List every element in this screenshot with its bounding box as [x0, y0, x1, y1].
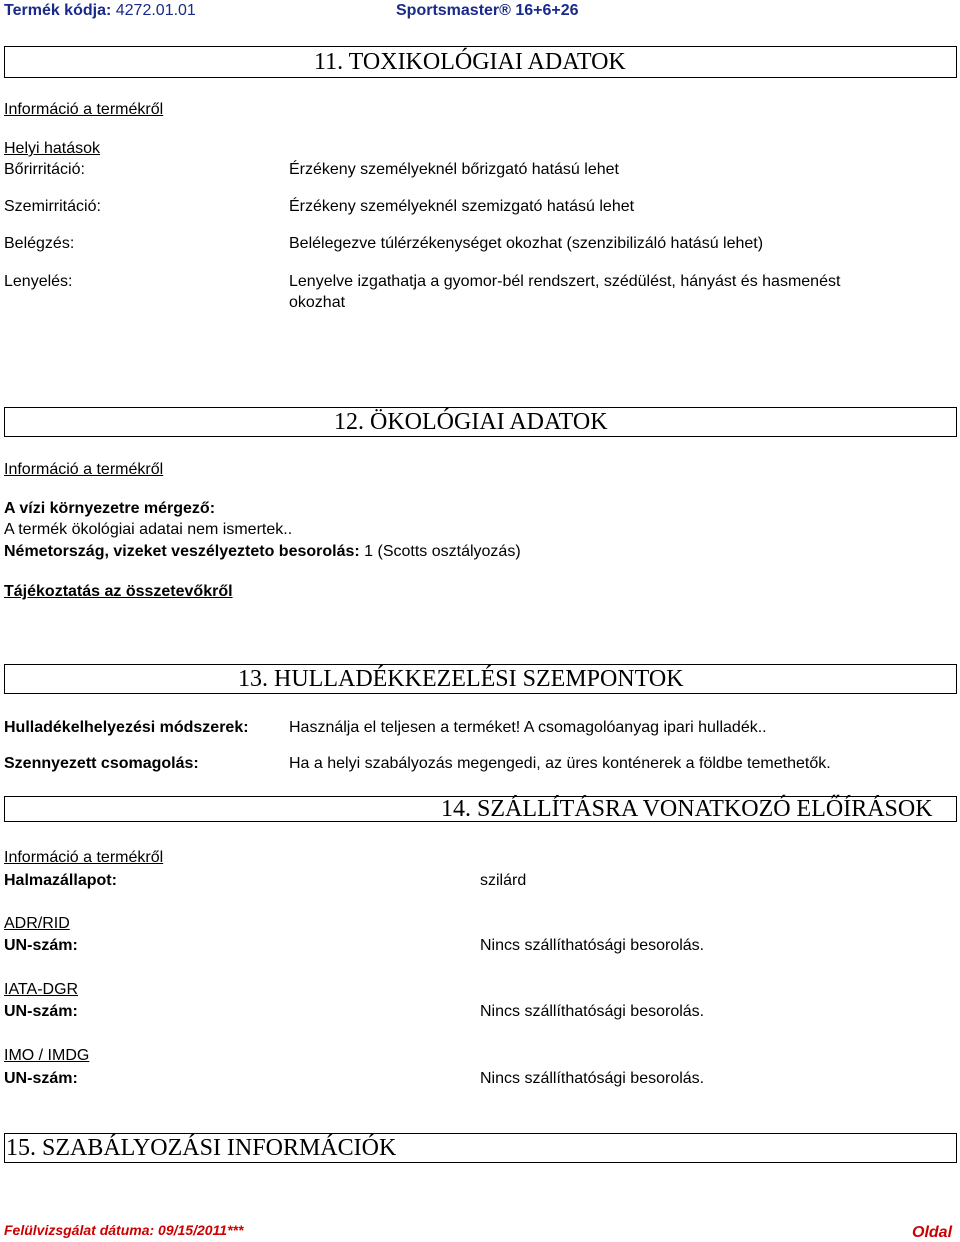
product-name: Sportsmaster® 16+6+26	[396, 2, 579, 19]
s13-disposal-value: Használja el teljesen a terméket! A csomagolóanyag ipari hulladék..	[289, 719, 767, 736]
s14-iata-un-label: UN-szám:	[4, 1003, 78, 1020]
footer-page-label: Oldal	[912, 1224, 953, 1241]
s11-inhalation-value: Belélegezve túlérzékenységet okozhat (szenzibilizáló hatású lehet)	[289, 235, 764, 252]
section-14-title: 14. SZÁLLÍTÁSRA VONATKOZÓ ELŐÍRÁSOK	[441, 796, 933, 822]
s11-local-effects: Helyi hatások	[4, 140, 101, 157]
s14-imo-un-label: UN-szám:	[4, 1070, 78, 1087]
s14-product-info: Információ a termékről	[4, 849, 164, 866]
s11-skin-label: Bőrirritáció:	[4, 161, 85, 178]
product-code-label: Termék kódja:	[4, 2, 112, 19]
s11-eye-value: Érzékeny személyeknél szemizgató hatású lehet	[289, 198, 635, 215]
s12-germany-value: 1 (Scotts osztályozás)	[364, 543, 521, 560]
s14-imo-un-value: Nincs szállíthatósági besorolás.	[480, 1070, 705, 1087]
s12-aquatic-label: A vízi környezetre mérgező:	[4, 500, 216, 517]
section-12-title: 12. ÖKOLÓGIAI ADATOK	[334, 409, 608, 435]
s11-eye-label: Szemirritáció:	[4, 198, 101, 215]
s13-disposal-label: Hulladékelhelyezési módszerek:	[4, 719, 249, 736]
section-13-title: 13. HULLADÉKKEZELÉSI SZEMPONTOK	[238, 666, 684, 692]
section-15-title: 15. SZABÁLYOZÁSI INFORMÁCIÓK	[6, 1135, 397, 1161]
s14-iata-un-value: Nincs szállíthatósági besorolás.	[480, 1003, 705, 1020]
s11-ingestion-label: Lenyelés:	[4, 273, 73, 290]
s12-germany-label: Németország, vizeket veszélyezteto besorolás:	[4, 543, 360, 560]
s12-product-info: Információ a termékről	[4, 461, 164, 478]
s14-adr-un-value: Nincs szállíthatósági besorolás.	[480, 937, 705, 954]
product-code: 4272.01.01	[115, 2, 196, 19]
s12-germany-line	[4, 543, 521, 561]
s13-packaging-label: Szennyezett csomagolás:	[4, 755, 199, 772]
s11-inhalation-label: Belégzés:	[4, 235, 75, 252]
s14-state-label: Halmazállapot:	[4, 872, 117, 889]
s14-iata-heading: IATA-DGR	[4, 981, 79, 998]
s14-adr-heading: ADR/RID	[4, 915, 70, 932]
s11-skin-value: Érzékeny személyeknél bőrizgató hatású lehet	[289, 161, 619, 178]
s14-adr-un-label: UN-szám:	[4, 937, 78, 954]
footer-revision-date: Felülvizsgálat dátuma: 09/15/2011***	[4, 1222, 244, 1238]
s11-ingestion-value: Lenyelve izgathatja a gyomor-bél rendszert, szédülést, hányást és hasmenést	[289, 273, 841, 290]
section-11-title: 11. TOXIKOLÓGIAI ADATOK	[314, 49, 626, 75]
product-code-line	[4, 2, 196, 20]
s12-aquatic-value: A termék ökológiai adatai nem ismertek..	[4, 521, 293, 538]
s13-packaging-value: Ha a helyi szabályozás megengedi, az üres konténerek a földbe temethetők.	[289, 755, 831, 772]
s11-product-info: Információ a termékről	[4, 101, 164, 118]
s14-state-value: szilárd	[480, 872, 527, 889]
s12-ingredients-heading: Tájékoztatás az összetevőkről	[4, 583, 233, 600]
s11-ingestion-value-cont: okozhat	[289, 294, 346, 311]
s14-imo-heading: IMO / IMDG	[4, 1047, 90, 1064]
